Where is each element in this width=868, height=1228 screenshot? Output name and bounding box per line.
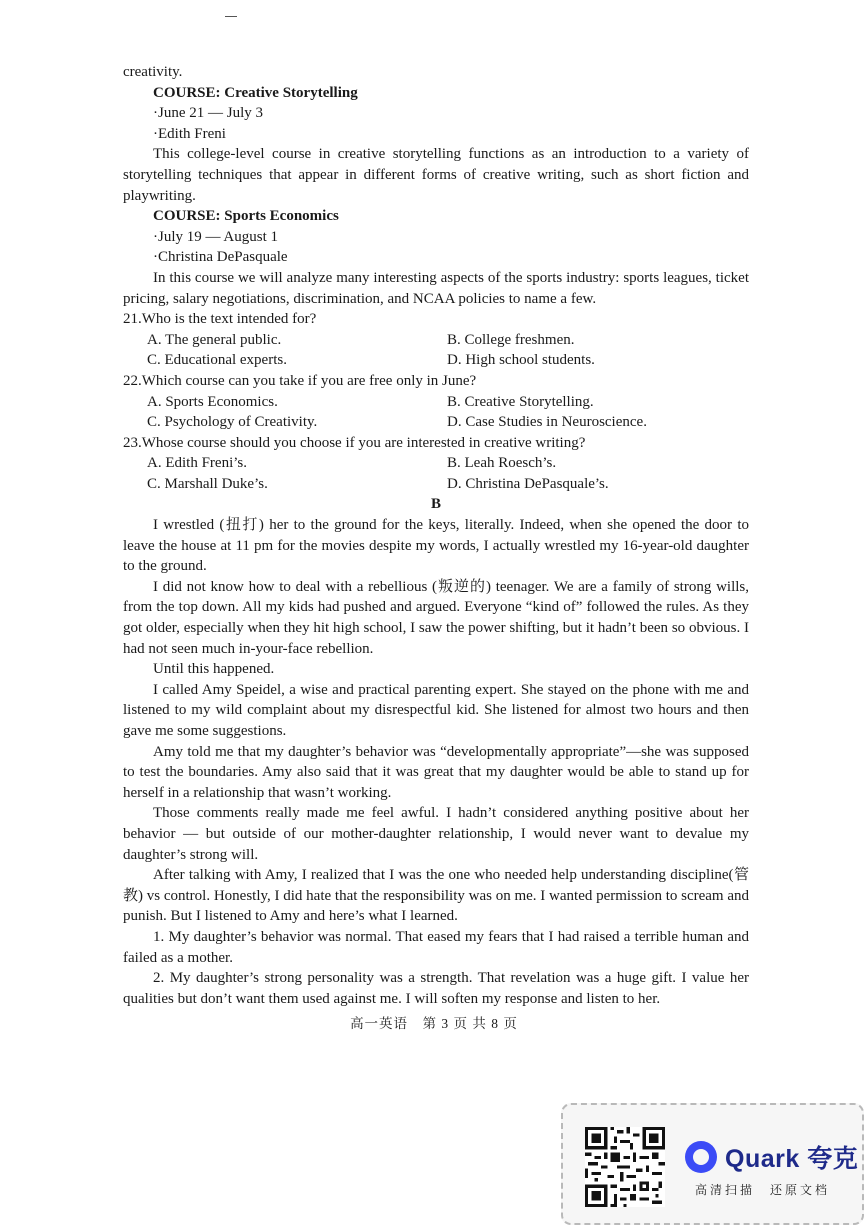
option-b: B. Creative Storytelling. (447, 393, 594, 410)
option-a: A. Edith Freni’s. (147, 455, 247, 472)
question-stem: 21.Who is the text intended for? (123, 311, 317, 328)
option-b: B. College freshmen. (447, 331, 575, 348)
option-a: A. The general public. (147, 331, 282, 348)
passage-paragraph: Amy told me that my daughter’s behavior was “developmentally appropriate”—she was supposed to test the boundaries. Amy also said that it was great that my daughter would be able to stand up for herself in a relationship that wasn’t working. (123, 743, 749, 801)
quark-tagline: 高清扫描 还原文档 (695, 1183, 831, 1197)
course-d-dates: ·July 19 — August 1 (153, 228, 279, 245)
option-row (123, 453, 749, 474)
passage-paragraph: I called Amy Speidel, a wise and practical parenting expert. She stayed on the phone with me and listened to my wild complaint about my disrespectful kid. She listened for almost two hours and then gave me some suggestions. (123, 681, 749, 739)
intro-tail: creativity. (123, 64, 183, 80)
course-c-description: This college-level course in creative storytelling functions as an introduction to a variety of storytelling techniques that appear in different forms of creative writing, such as short fiction and playwriting. (123, 146, 749, 204)
option-d: D. Case Studies in Neuroscience. (447, 414, 647, 431)
question-22 (123, 371, 749, 433)
option-c: C. Educational experts. (147, 352, 287, 369)
course-c-instructor: ·Edith Freni (153, 125, 226, 142)
page-footer: 高一英语 第 3 页 共 8 页 (350, 1016, 518, 1031)
course-c-heading: COURSE: Creative Storytelling (153, 84, 358, 101)
page-content (123, 62, 749, 1009)
passage-paragraph: Until this happened. (153, 661, 275, 678)
option-row (123, 350, 749, 371)
scan-mark (225, 16, 237, 17)
quark-brand (685, 1137, 858, 1177)
quark-brand-name: Quark 夸克 (725, 1145, 859, 1173)
option-d: D. High school students. (447, 352, 595, 369)
question-stem: 22.Which course can you take if you are free only in June? (123, 372, 477, 389)
course-d-heading: COURSE: Sports Economics (153, 208, 339, 225)
option-d: D. Christina DePasquale’s. (447, 475, 609, 492)
passage-paragraph: After talking with Amy, I realized that I was the one who needed help understanding discipline(管教) vs control. Honestly, I did hate that the responsibility was on me. I wanted permission to scream and punish. But I listened to Amy and here’s what I learned. (123, 867, 749, 925)
course-c-dates: ·June 21 — July 3 (153, 105, 263, 122)
option-b: B. Leah Roesch’s. (447, 455, 557, 472)
course-d-description: In this course we will analyze many interesting aspects of the sports industry: sports leagues, ticket pricing, salary negotiations, discrimination, and NCAA policies to name a few. (123, 269, 749, 307)
option-c: C. Marshall Duke’s. (147, 475, 268, 492)
option-c: C. Psychology of Creativity. (147, 414, 318, 431)
option-row (123, 412, 749, 433)
qr-code-icon[interactable] (585, 1127, 665, 1207)
passage-paragraph: 1. My daughter’s behavior was normal. That eased my fears that I had raised a terrible human and failed as a mother. (123, 928, 749, 966)
option-row (123, 474, 749, 495)
quark-logo-icon (685, 1141, 717, 1173)
option-row (123, 330, 749, 351)
option-a: A. Sports Economics. (147, 393, 278, 410)
question-21 (123, 309, 749, 371)
passage-paragraph: Those comments really made me feel awful. I hadn’t considered anything positive about her behavior — but outside of our mother-daughter relationship, I would never want to devalue my daughter’s strong will. (123, 805, 749, 863)
passage-paragraph: I wrestled (扭打) her to the ground for the keys, literally. Indeed, when she opened the door to leave the house at 11 pm for the movies despite my words, I actually wrestled my 16-year-old daughter to the ground. (123, 517, 749, 575)
course-d-instructor: ·Christina DePasquale (153, 249, 288, 266)
section-b-label: B (430, 496, 441, 513)
question-23 (123, 433, 749, 495)
quark-scan-watermark[interactable] (561, 1103, 864, 1225)
option-row (123, 392, 749, 413)
passage-paragraph: I did not know how to deal with a rebellious (叛逆的) teenager. We are a family of strong wills, from the top down. All my kids had pushed and argued. Everyone “kind of” followed the rules. As they got older, especially when they hit high school, I saw the power shifting, but it hadn’t been so obvious. I had not seen much in-your-face rebellion. (123, 578, 749, 657)
question-stem: 23.Whose course should you choose if you are interested in creative writing? (123, 434, 586, 451)
passage-paragraph: 2. My daughter’s strong personality was a strength. That revelation was a huge gift. I value her qualities but don’t want them used against me. I will soften my response and listen to her. (123, 970, 749, 1007)
